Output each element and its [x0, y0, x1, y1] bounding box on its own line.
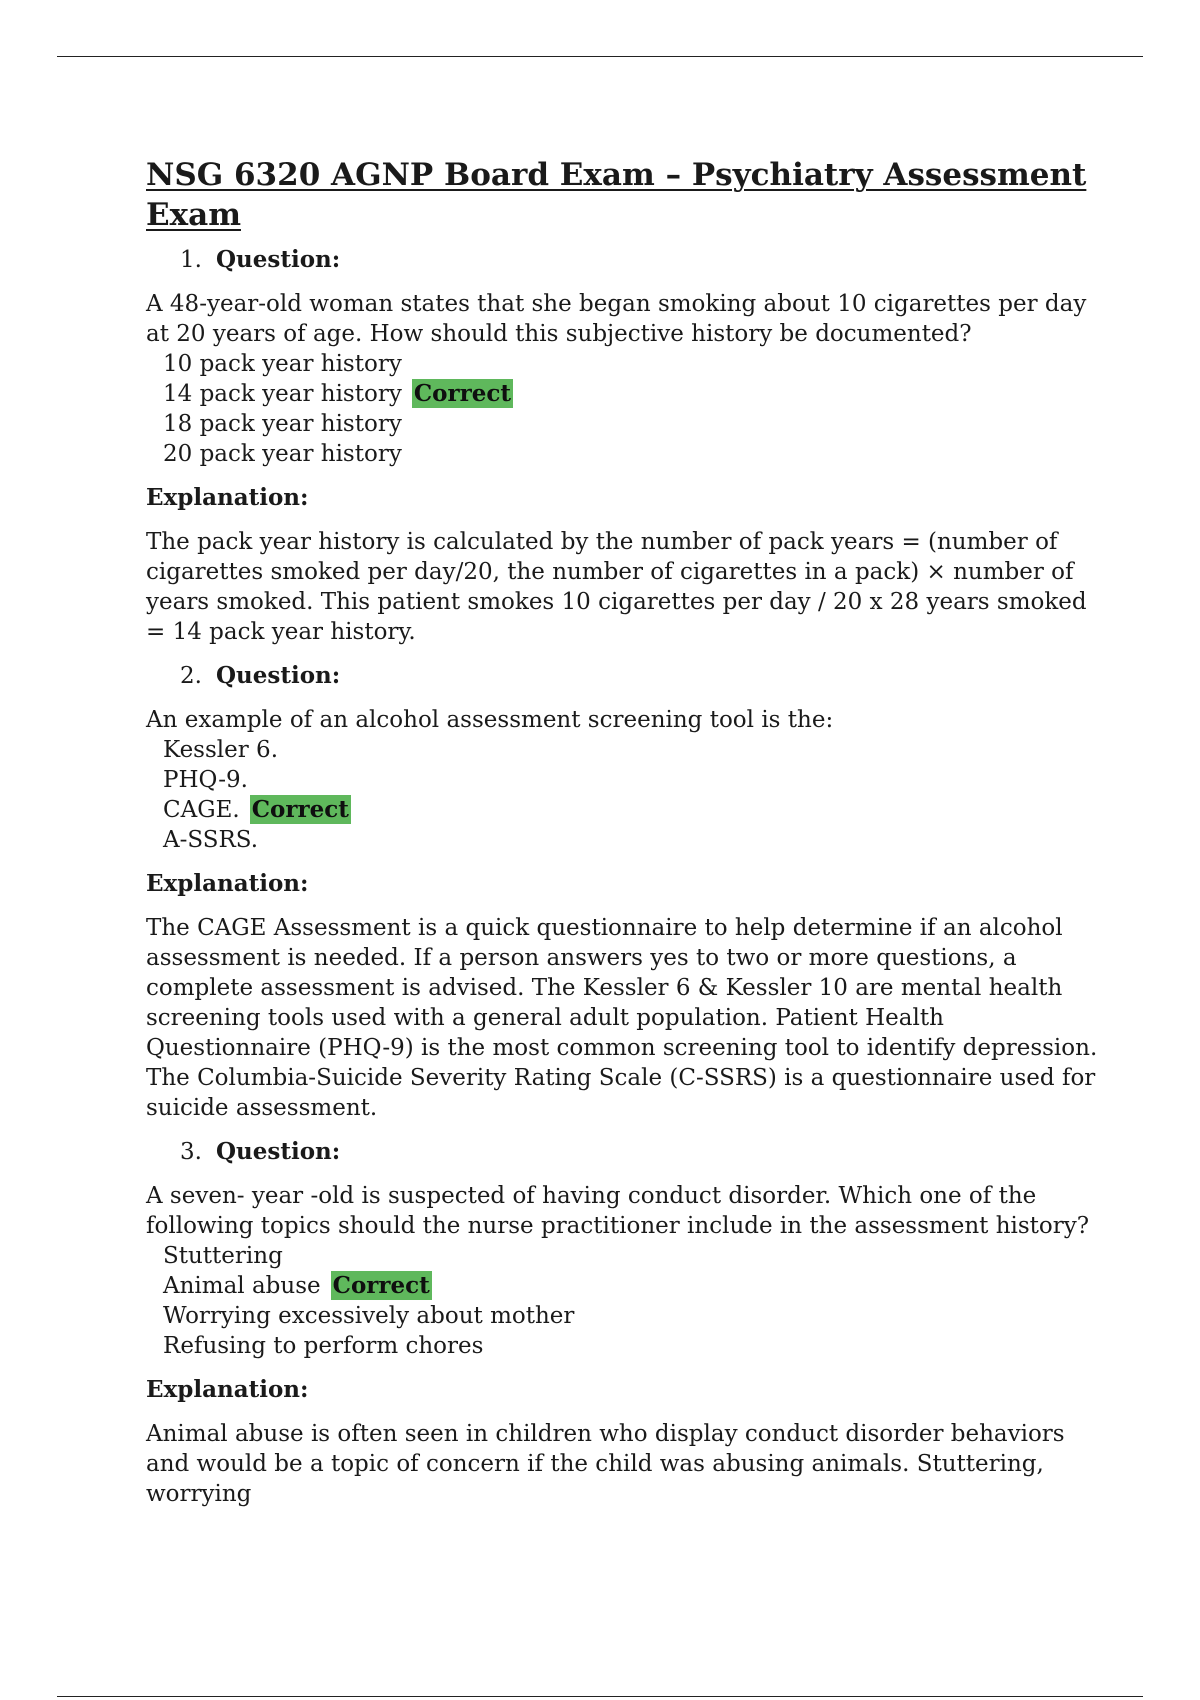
explanation-text: Animal abuse is often seen in children who display conduct disorder behaviors and would be a topic of concern if the child was abusing animals. Stuttering, worrying	[146, 1421, 1065, 1507]
correct-badge: Correct	[413, 380, 511, 407]
option-label: Animal abuse	[163, 1273, 321, 1299]
question-label: Question:	[216, 246, 341, 273]
explanation-label: Explanation:	[146, 484, 309, 511]
option-label: Kessler 6.	[163, 737, 278, 763]
answer-option	[163, 409, 1106, 439]
question-number: 2.	[180, 663, 202, 689]
option-label: 10 pack year history	[163, 351, 402, 377]
answer-options	[163, 1241, 1106, 1361]
answer-option	[163, 1271, 1106, 1301]
header-rule	[57, 56, 1143, 57]
answer-option	[163, 1301, 1106, 1331]
answer-option	[163, 735, 1106, 765]
answer-option	[163, 439, 1106, 469]
question-label: Question:	[216, 662, 341, 689]
answer-options	[163, 349, 1106, 469]
correct-badge: Correct	[332, 1272, 430, 1299]
option-label: 14 pack year history	[163, 381, 402, 407]
correct-badge: Correct	[251, 796, 349, 823]
question-text: An example of an alcohol assessment screening tool is the:	[146, 707, 834, 733]
page-title: NSG 6320 AGNP Board Exam – Psychiatry Assessment Exam	[146, 157, 1087, 233]
document-body	[146, 155, 1106, 1523]
question-heading	[180, 245, 1106, 275]
answer-option	[163, 1331, 1106, 1361]
option-label: PHQ-9.	[163, 767, 248, 793]
question-label: Question:	[216, 1138, 341, 1165]
option-label: CAGE.	[163, 797, 240, 823]
answer-option	[163, 379, 1106, 409]
option-label: Worrying excessively about mother	[163, 1303, 575, 1329]
question-heading	[180, 1137, 1106, 1167]
option-label: 20 pack year history	[163, 441, 402, 467]
answer-option	[163, 1241, 1106, 1271]
explanation-text: The CAGE Assessment is a quick questionnaire to help determine if an alcohol assessment is needed. If a person answers yes to two or more questions, a complete assessment is advised. The Kessler 6 & Kessler 10 are mental health screening tools used with a general adult population. Patient Health Questionnaire (PHQ-9) is the most common screening tool to identify depression. The Columbia-Suicide Severity Rating Scale (C-SSRS) is a questionnaire used for suicide assessment.	[146, 915, 1098, 1121]
question-number: 3.	[180, 1139, 202, 1165]
question-heading	[180, 661, 1106, 691]
option-label: Refusing to perform chores	[163, 1333, 484, 1359]
option-label: Stuttering	[163, 1243, 283, 1269]
answer-option	[163, 349, 1106, 379]
explanation-label: Explanation:	[146, 1376, 309, 1403]
option-label: 18 pack year history	[163, 411, 402, 437]
question-1	[146, 245, 1106, 647]
answer-options	[163, 735, 1106, 855]
option-label: A-SSRS.	[163, 827, 259, 853]
question-text: A seven- year -old is suspected of having conduct disorder. Which one of the following topics should the nurse practitioner include in the assessment history?	[146, 1183, 1090, 1239]
question-text: A 48-year-old woman states that she began smoking about 10 cigarettes per day at 20 years of age. How should this subjective history be documented?	[146, 291, 1087, 347]
question-2	[146, 661, 1106, 1123]
answer-option	[163, 825, 1106, 855]
answer-option	[163, 795, 1106, 825]
explanation-label: Explanation:	[146, 870, 309, 897]
question-3	[146, 1137, 1106, 1509]
answer-option	[163, 765, 1106, 795]
explanation-text: The pack year history is calculated by the number of pack years = (number of cigarettes smoked per day/20, the number of cigarettes in a pack) × number of years smoked. This patient smokes 10 cigarettes per day / 20 x 28 years smoked = 14 pack year history.	[146, 529, 1087, 645]
footer-rule	[57, 1696, 1143, 1697]
question-number: 1.	[180, 247, 202, 273]
